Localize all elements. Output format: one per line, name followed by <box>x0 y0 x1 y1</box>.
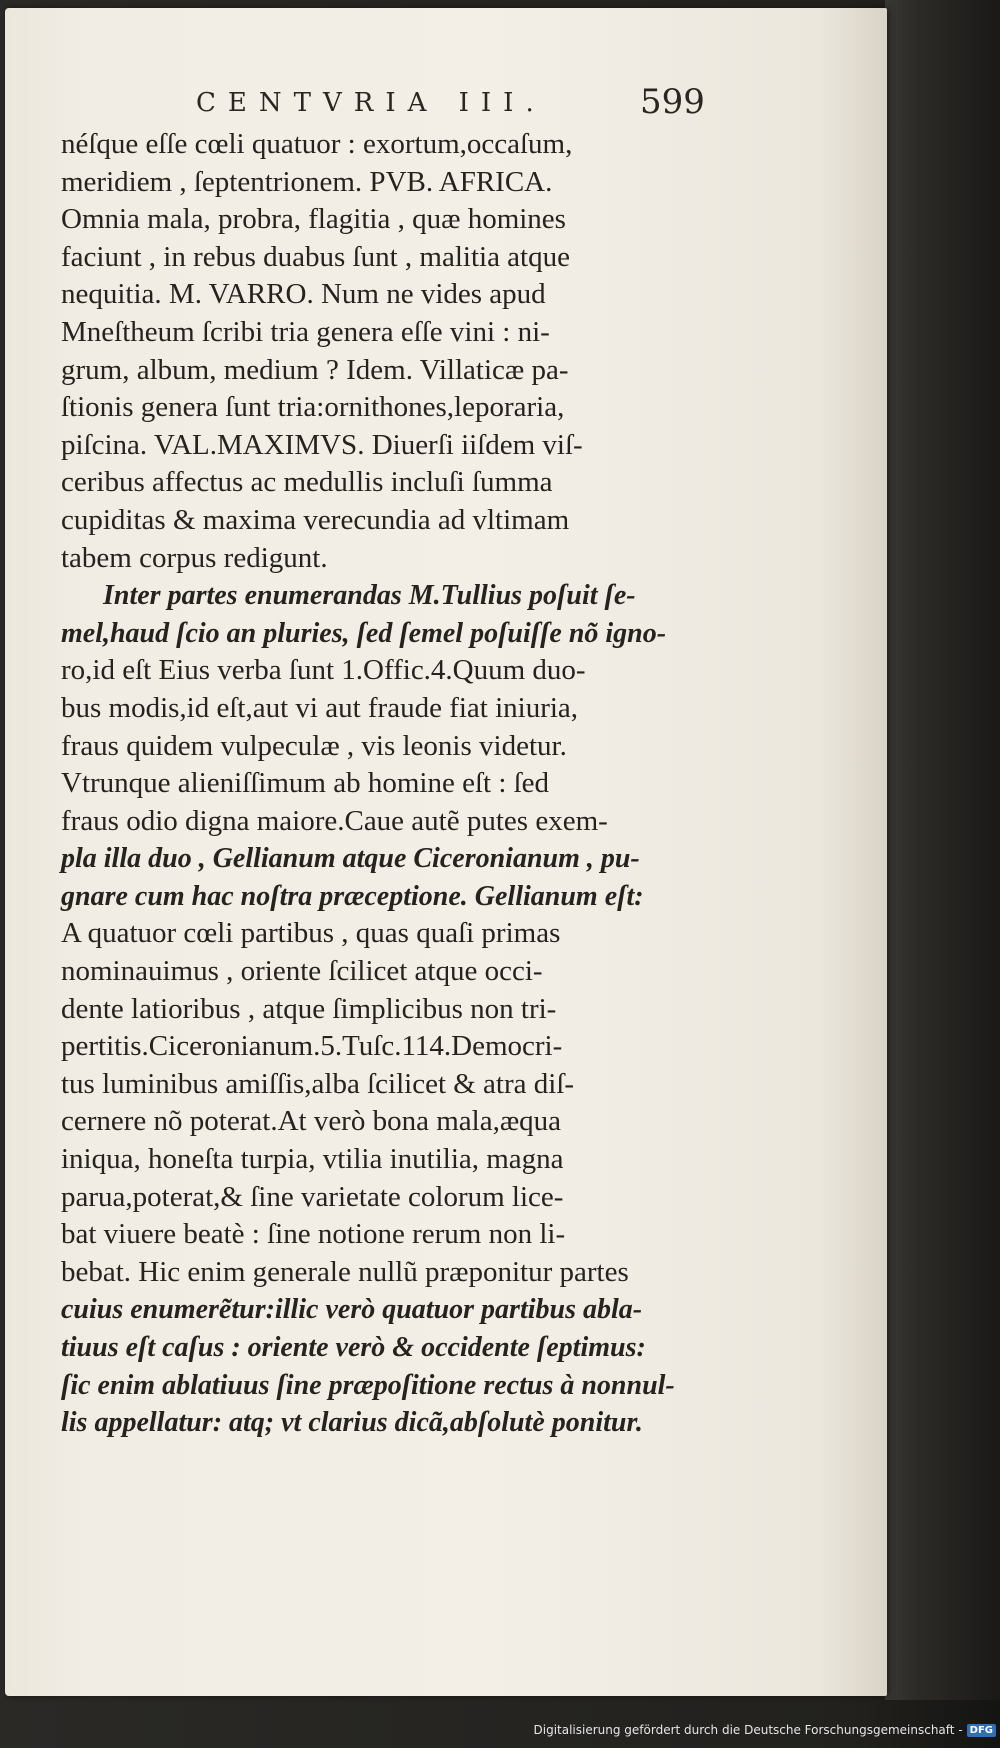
dfg-logo: DFG <box>967 1724 996 1737</box>
text-line: Inter partes enumerandas M.Tullius poſuit ſe- <box>103 580 636 612</box>
text-line: faciunt , in rebus duabus ſunt , malitia atque <box>61 240 570 273</box>
text-line: ſic enim ablatiuus ſine præpoſitione rectus à nonnul- <box>61 1369 675 1401</box>
text-line: grum, album, medium ? Idem. Villaticæ pa- <box>61 353 569 386</box>
text-line: tabem corpus redigunt. <box>61 541 328 574</box>
text-line: parua,poterat,& ſine varietate colorum lice- <box>61 1180 564 1213</box>
text-line: ſtionis genera ſunt tria:ornithones,leporaria, <box>61 391 565 424</box>
page-header <box>196 82 716 122</box>
text-line: pertitis.Ciceronianum.5.Tuſc.114.Democri- <box>61 1030 563 1063</box>
text-line: fraus odio digna maiore.Caue autẽ putes exem- <box>61 804 608 837</box>
book-edge <box>885 0 1000 1700</box>
text-line: fraus quidem vulpeculæ , vis leonis videtur. <box>61 729 567 762</box>
text-line: piſcina. VAL.MAXIMVS. Diuerſi iiſdem viſ- <box>61 428 583 461</box>
text-line: mel,haud ſcio an pluries, ſed ſemel poſuiſſe nõ igno- <box>61 617 667 649</box>
text-line: Mneſtheum ſcribi tria genera eſſe vini : ni- <box>61 315 550 348</box>
text-line: cernere nõ poterat.At verò bona mala,æqua <box>61 1105 562 1138</box>
text-line: bebat. Hic enim generale nullũ præponitur partes <box>61 1255 629 1288</box>
text-line: nominauimus , oriente ſcilicet atque occi- <box>61 955 543 988</box>
credit-text: Digitalisierung gefördert durch die Deutsche Forschungsgemeinschaft - <box>533 1723 963 1737</box>
text-line: Vtrunque alieniſſimum ab homine eſt : ſed <box>61 767 550 800</box>
page-number: 599 <box>640 82 705 122</box>
text-line: meridiem , ſeptentrionem. PVB. AFRICA. <box>61 165 553 198</box>
text-line: tiuus eſt caſus : oriente verò & occidente ſeptimus: <box>61 1332 646 1363</box>
text-line: ceribus affectus ac medullis incluſi ſumma <box>61 466 553 499</box>
text-line: dente latioribus , atque ſimplicibus non tri- <box>61 992 557 1025</box>
text-line: iniqua, honeſta turpia, vtilia inutilia, magna <box>61 1143 564 1176</box>
text-line: gnare cum hac noſtra præceptione. Gellianum eſt: <box>61 880 644 912</box>
text-line: A quatuor cœli partibus , quas quaſi primas <box>61 917 561 950</box>
text-line: cupiditas & maxima verecundia ad vltimam <box>61 503 570 536</box>
text-line: cuius enumerẽtur:illic verò quatuor partibus abla- <box>61 1294 643 1326</box>
text-line: ro,id eſt Eius verba ſunt 1.Offic.4.Quum duo- <box>61 654 586 687</box>
text-line: nequitia. M. VARRO. Num ne vides apud <box>61 278 546 311</box>
text-line: bat viuere beatè : ſine notione rerum non li- <box>61 1218 566 1251</box>
body-text <box>61 126 711 1442</box>
text-line: tus luminibus amiſſis,alba ſcilicet & atra diſ- <box>61 1067 575 1100</box>
text-line: néſque eſſe cœli quatuor : exortum,occaſum, <box>61 128 573 160</box>
running-head: CENTVRIA III. <box>196 88 546 118</box>
text-line: bus modis,id eſt,aut vi aut fraude fiat iniuria, <box>61 691 579 724</box>
text-line: Omnia mala, probra, flagitia , quæ homines <box>61 203 566 236</box>
text-line: lis appellatur: atq; vt clarius dicã,abſolutè ponitur. <box>61 1407 643 1439</box>
footer-credit <box>534 1720 997 1740</box>
text-line: pla illa duo , Gellianum atque Ciceronianum , pu- <box>61 843 640 875</box>
